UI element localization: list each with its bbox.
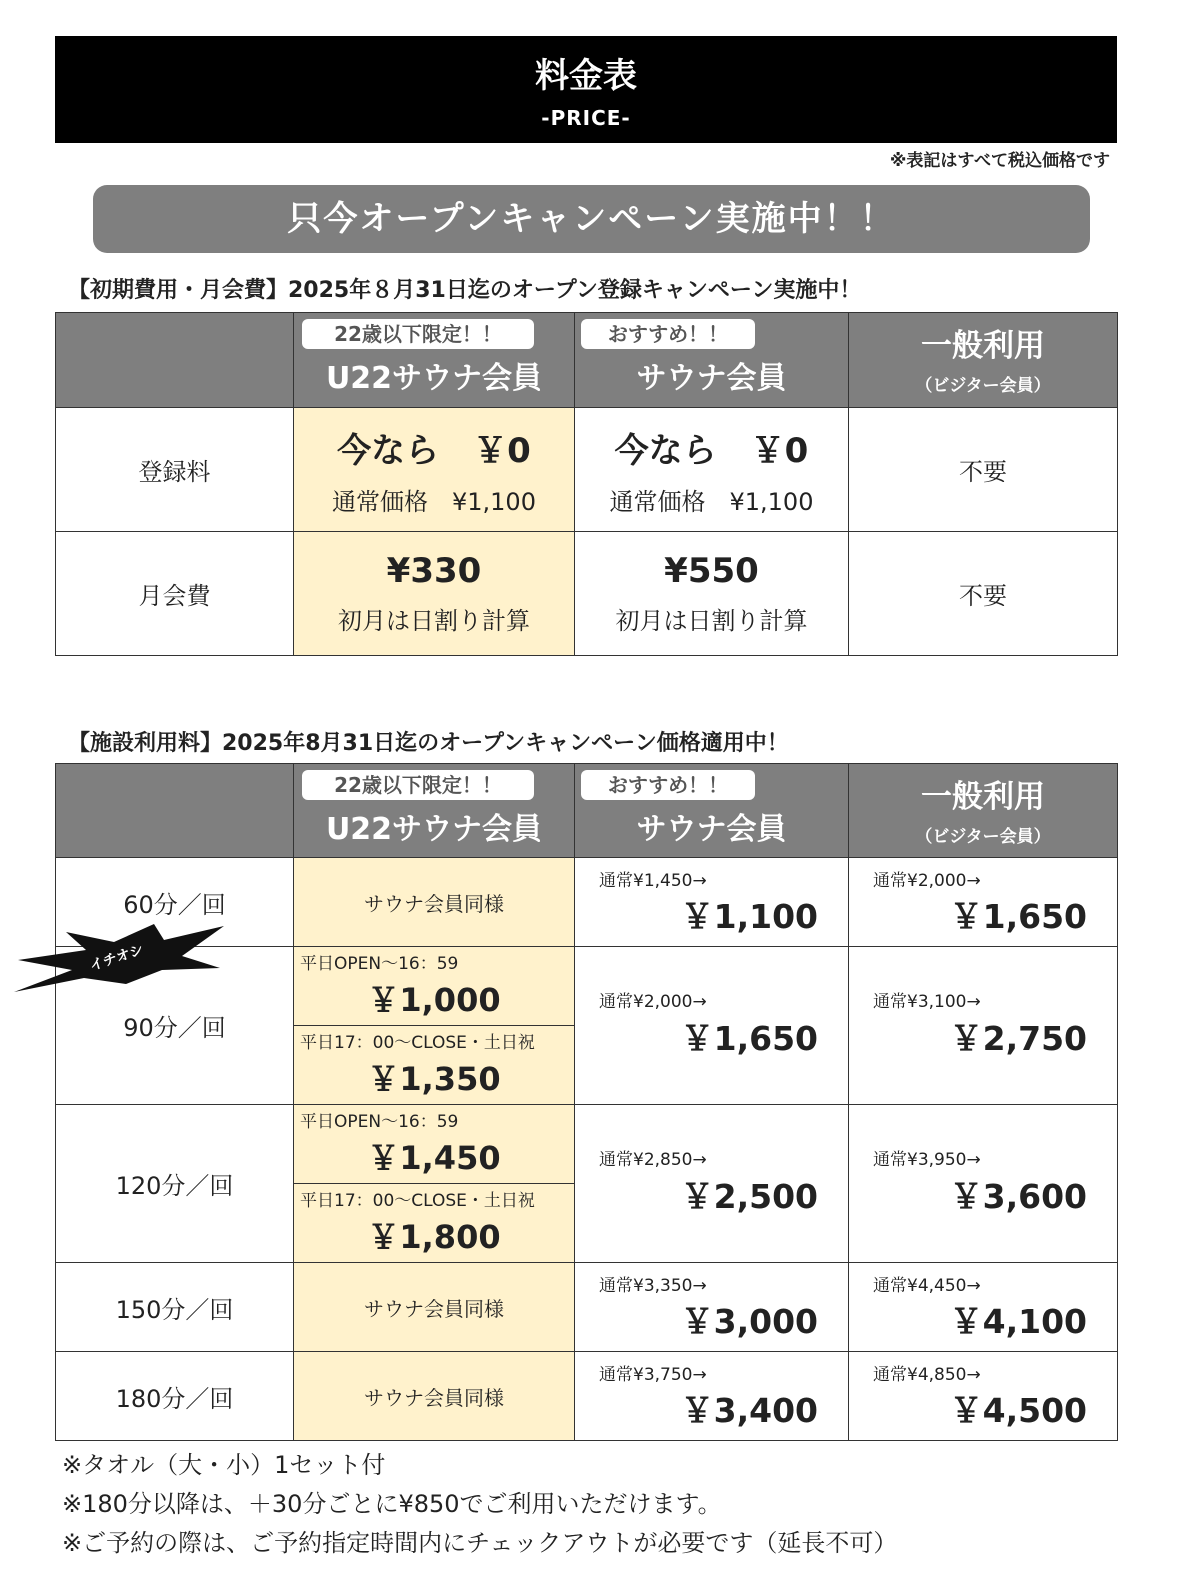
member-monthly-price: ¥550 xyxy=(664,551,759,591)
member-campaign-price: ￥1,650 xyxy=(680,1019,818,1058)
member-normal-price: 通常¥1,450→ xyxy=(599,871,707,891)
member-registration-normal: 通常価格 ¥1,100 xyxy=(609,487,814,516)
note-towel: ※タオル（大・小）1セット付 xyxy=(62,1451,386,1479)
general-price-cell xyxy=(849,858,1118,947)
member-campaign-price: ￥1,100 xyxy=(680,897,818,936)
u22-monthly-note: 初月は日割り計算 xyxy=(338,607,530,635)
general-monthly: 不要 xyxy=(849,532,1118,656)
facility-fee-table xyxy=(55,763,1118,1441)
general-price-cell xyxy=(849,1105,1118,1263)
member-price-cell xyxy=(575,1263,849,1352)
recommend-burst-icon xyxy=(14,918,228,1008)
u22-name: U22サウナ会員 xyxy=(325,361,543,396)
general-normal-price: 通常¥4,450→ xyxy=(873,1276,981,1296)
note-checkout: ※ご予約の際は、ご予約指定時間内にチェックアウトが必要です（延長不可） xyxy=(62,1529,898,1557)
u22-price-cell xyxy=(294,1105,575,1263)
weekday-day-price: ￥1,450 xyxy=(367,1138,501,1177)
evening-holiday-price: ￥1,350 xyxy=(367,1060,501,1098)
u22-badge: 22歳以下限定！！ xyxy=(302,770,534,800)
general-normal-price: 通常¥2,000→ xyxy=(873,871,981,891)
member-registration-cell xyxy=(575,408,849,532)
u22-registration-price: 今なら ￥0 xyxy=(337,430,531,471)
general-normal-price: 通常¥3,100→ xyxy=(873,992,981,1012)
note-extension: ※180分以降は、＋30分ごとに¥850でご利用いただけます。 xyxy=(62,1490,722,1518)
member-price-cell xyxy=(575,858,849,947)
evening-holiday-price: ￥1,800 xyxy=(367,1218,501,1256)
row-label: 60分／回 xyxy=(56,858,294,947)
member-campaign-price: ￥3,000 xyxy=(680,1302,818,1341)
u22-price-cell: サウナ会員同様 xyxy=(294,1352,575,1441)
member-normal-price: 通常¥3,350→ xyxy=(599,1276,707,1296)
u22-price-cell xyxy=(294,947,575,1105)
header-empty-cell xyxy=(56,764,294,858)
u22-monthly-cell xyxy=(294,532,575,656)
row-label: 登録料 xyxy=(56,408,294,532)
page-header xyxy=(55,36,1117,143)
row-label: 120分／回 xyxy=(56,1105,294,1263)
header-empty-cell xyxy=(56,313,294,408)
row-label: 180分／回 xyxy=(56,1352,294,1441)
member-normal-price: 通常¥2,850→ xyxy=(599,1150,707,1170)
general-normal-price: 通常¥4,850→ xyxy=(873,1365,981,1385)
member-registration-price: 今なら ￥0 xyxy=(614,430,809,471)
general-campaign-price: ￥1,650 xyxy=(949,897,1087,936)
weekday-day-time: 平日OPEN～16：59 xyxy=(300,954,459,974)
column-member xyxy=(575,764,849,858)
member-campaign-price: ￥3,400 xyxy=(680,1391,818,1430)
general-sub: （ビジター会員） xyxy=(915,826,1051,847)
member-normal-price: 通常¥2,000→ xyxy=(599,992,707,1012)
general-name: 一般利用 xyxy=(921,328,1045,364)
member-monthly-cell xyxy=(575,532,849,656)
section1-title: 【初期費用・月会費】2025年８月31日迄のオープン登録キャンペーン実施中！ xyxy=(68,278,862,303)
evening-holiday-time: 平日17：00～CLOSE・土日祝 xyxy=(300,1190,535,1211)
general-price-cell xyxy=(849,1263,1118,1352)
general-campaign-price: ￥2,750 xyxy=(949,1019,1087,1058)
member-price-cell xyxy=(575,947,849,1105)
general-campaign-price: ￥4,100 xyxy=(949,1302,1087,1341)
member-badge: おすすめ！！ xyxy=(581,319,755,349)
page-title: 料金表 xyxy=(535,56,637,96)
general-campaign-price: ￥3,600 xyxy=(949,1177,1087,1216)
general-price-cell xyxy=(849,947,1118,1105)
column-member xyxy=(575,313,849,408)
campaign-banner: 只今オープンキャンペーン実施中！！ xyxy=(93,185,1090,253)
column-u22 xyxy=(294,764,575,858)
column-general xyxy=(849,313,1118,408)
general-name: 一般利用 xyxy=(921,778,1045,815)
initial-fee-table xyxy=(55,312,1118,656)
member-badge: おすすめ！！ xyxy=(581,770,755,800)
member-name: サウナ会員 xyxy=(636,811,787,847)
general-registration: 不要 xyxy=(849,408,1118,532)
u22-monthly-price: ¥330 xyxy=(386,551,482,591)
column-general xyxy=(849,764,1118,858)
u22-price-cell: サウナ会員同様 xyxy=(294,1263,575,1352)
page-subtitle: -PRICE- xyxy=(541,106,631,130)
column-u22 xyxy=(294,313,575,408)
weekday-day-price: ￥1,000 xyxy=(367,980,501,1019)
row-label: 月会費 xyxy=(56,532,294,656)
row-label: 150分／回 xyxy=(56,1263,294,1352)
section2-title: 【施設利用料】2025年8月31日迄のオープンキャンペーン価格適用中！ xyxy=(68,731,789,756)
member-name: サウナ会員 xyxy=(636,361,787,396)
evening-holiday-time: 平日17：00～CLOSE・土日祝 xyxy=(300,1032,535,1053)
u22-name: U22サウナ会員 xyxy=(325,811,543,847)
member-campaign-price: ￥2,500 xyxy=(680,1177,818,1216)
recommend-burst-label: イチオシ xyxy=(87,941,146,975)
general-campaign-price: ￥4,500 xyxy=(949,1391,1087,1430)
member-price-cell xyxy=(575,1352,849,1441)
row-label: 90分／回 xyxy=(56,947,294,1105)
member-price-cell xyxy=(575,1105,849,1263)
u22-price-cell: サウナ会員同様 xyxy=(294,858,575,947)
general-sub: （ビジター会員） xyxy=(915,376,1051,396)
u22-registration-cell xyxy=(294,408,575,532)
u22-badge: 22歳以下限定！！ xyxy=(302,319,534,349)
member-monthly-note: 初月は日割り計算 xyxy=(615,607,808,635)
tax-note: ※表記はすべて税込価格です xyxy=(889,151,1110,171)
u22-registration-normal: 通常価格 ¥1,100 xyxy=(332,487,536,516)
weekday-day-time: 平日OPEN～16：59 xyxy=(300,1112,459,1132)
general-price-cell xyxy=(849,1352,1118,1441)
member-normal-price: 通常¥3,750→ xyxy=(599,1365,707,1385)
general-normal-price: 通常¥3,950→ xyxy=(873,1150,981,1170)
